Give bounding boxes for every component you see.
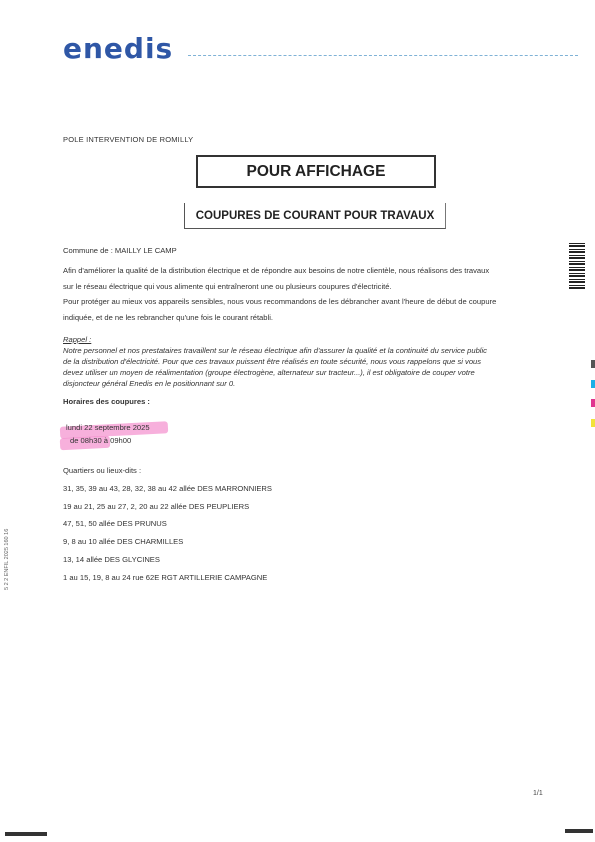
schedule-date: lundi 22 septembre 2025 (66, 423, 150, 432)
rappel-line: de la distribution d'électricité. Pour que ces travaux puissent être réalisés en toute sécurité, nous vous rappelons que si vous (63, 357, 482, 366)
schedule-time: de 08h30 à 09h00 (70, 436, 132, 445)
qr-code (569, 241, 585, 289)
subtitle-text: COUPURES DE COURANT POUR TRAVAUX (195, 209, 435, 222)
commune-line: Commune de : MAILLY LE CAMP (63, 246, 177, 255)
footer-bar (565, 829, 593, 833)
title-box (196, 155, 436, 188)
side-note: 5 2 2 ENFIL 2025 160 16 (4, 528, 10, 590)
advice-paragraph (63, 294, 553, 326)
advice-line: Pour protéger au mieux vos appareils sensibles, nous vous recommandons de les débrancher avant l'heure de début de coupure (63, 297, 497, 306)
department-name: POLE INTERVENTION DE ROMILLY (63, 135, 194, 144)
list-item: 13, 14 allée DES GLYCINES (63, 554, 160, 564)
quartiers-list (63, 462, 553, 587)
enedis-logo: enedis (63, 32, 174, 65)
page-number: 1/1 (533, 790, 543, 797)
registration-mark (591, 419, 595, 427)
rappel-line: Notre personnel et nos prestataires travaillent sur le réseau électrique afin d'assurer la qualité et la continuité du service public (63, 346, 487, 355)
registration-mark (591, 380, 595, 388)
header-rule (188, 55, 578, 56)
intro-line: sur le réseau électrique qui vous alimente qui entraîneront une ou plusieurs coupures d'électricité. (63, 282, 392, 291)
list-item: 9, 8 au 10 allée DES CHARMILLES (63, 537, 184, 547)
registration-mark (591, 360, 595, 368)
rappel-line: devez utiliser un moyen de réalimentation (groupe électrogène, alternateur sur tracteur...), il est obligatoire de couper votre (63, 368, 475, 377)
schedule-heading: Horaires des coupures : (63, 397, 150, 406)
subtitle-box (184, 203, 446, 229)
rappel-line: disjoncteur général Enedis en le positionnant sur 0. (63, 379, 236, 388)
advice-line: indiquée, et de ne les rebrancher qu'une fois le courant rétabli. (63, 313, 273, 322)
rappel-label: Rappel : (63, 335, 92, 344)
quartiers-heading: Quartiers ou lieux-dits : (63, 466, 142, 475)
footer-bar (5, 832, 47, 836)
list-item: 47, 51, 50 allée DES PRUNUS (63, 519, 167, 529)
title-text: POUR AFFICHAGE (246, 162, 386, 180)
list-item: 1 au 15, 19, 8 au 24 rue 62E RGT ARTILLERIE CAMPAGNE (63, 572, 268, 582)
rappel-block (63, 334, 553, 389)
intro-paragraph (63, 263, 553, 295)
intro-line: Afin d'améliorer la qualité de la distribution électrique et de répondre aux besoins de notre clientèle, nous réalisons des travaux (63, 266, 490, 275)
list-item: 19 au 21, 25 au 27, 2, 20 au 22 allée DES PEUPLIERS (63, 501, 250, 511)
registration-mark (591, 399, 595, 407)
list-item: 31, 35, 39 au 43, 28, 32, 38 au 42 allée DES MARRONNIERS (63, 483, 272, 493)
